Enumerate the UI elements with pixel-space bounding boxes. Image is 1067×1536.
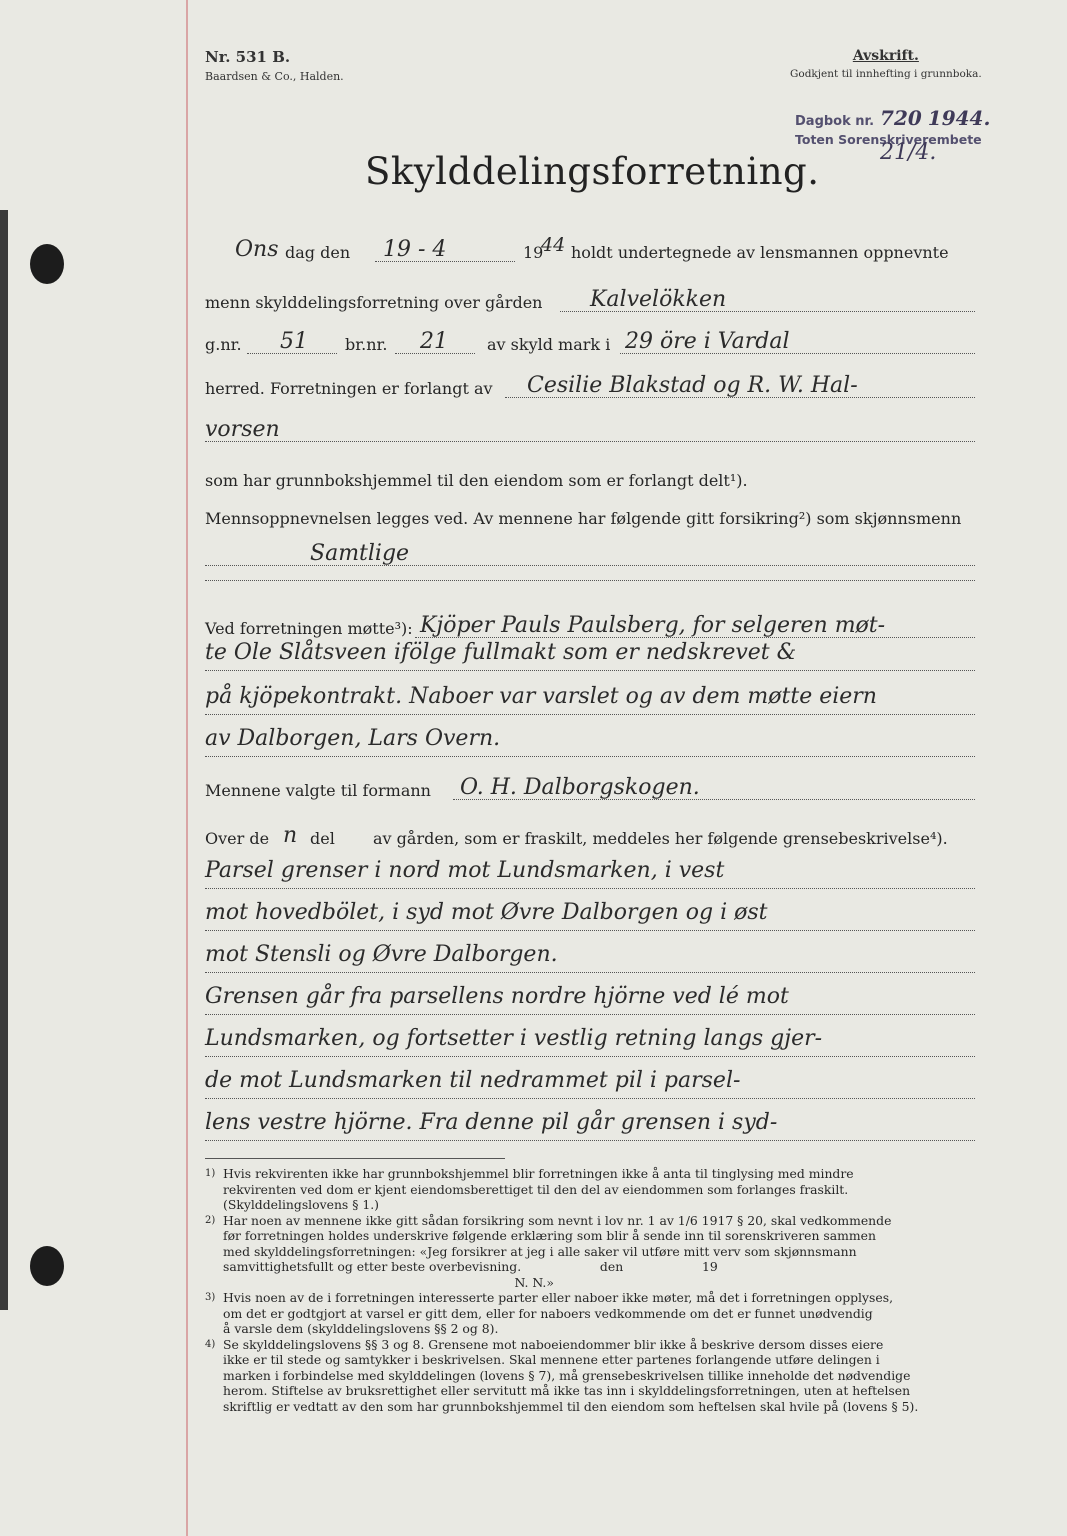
footnote-number: 3) (205, 1292, 216, 1303)
footnote-2 (205, 1213, 977, 1291)
attendance-value: Kjöper Pauls Paulsberg, for selgeren møt- (420, 613, 886, 638)
footnote-line: Hvis noen av de i forretningen interesserte parter eller naboer ikke møter, må det i forretningen opplyses, (223, 1290, 894, 1305)
footnote-line: (Skylddelingslovens § 1.) (223, 1197, 380, 1212)
footnote-line: ikke er til stede og samtykker i beskrivelsen. Skal mennene etter partenes forlangende utføre delingen i (223, 1352, 880, 1367)
description-line-5: Lundsmarken, og fortsetter i vestlig retning langs gjer- (205, 1026, 823, 1051)
description-line-1: Parsel grenser i nord mot Lundsmarken, i vest (205, 858, 725, 883)
rule (205, 756, 975, 757)
line2-text: menn skylddelingsforretning over gården (205, 293, 543, 312)
requesters-continuation: vorsen (205, 417, 280, 442)
scan-edge (0, 210, 8, 1310)
footnote-line: rekvirenten ved dom er kjent eiendomsberettiget til den del av eiendommen som forlanges fraskilt. (223, 1181, 849, 1197)
line10-text: Mennene valgte til formann (205, 781, 431, 800)
dag-den-label: dag den (285, 243, 351, 262)
brnr-value: 21 (420, 329, 448, 354)
footnote-line: med skylddelingsforretningen: «Jeg forsikrer at jeg i alle saker vil utføre mitt verv som skjønnsmann (223, 1243, 857, 1259)
form-line-assessors (205, 532, 975, 572)
rule (205, 888, 975, 889)
rule (205, 1140, 975, 1141)
form-line-requesters-cont (205, 408, 975, 448)
line6-text: som har grunnbokshjemmel til den eiendom som er forlangt delt¹). (205, 471, 748, 490)
form-line-deed (205, 456, 975, 496)
footnote-3 (205, 1290, 977, 1337)
document-title: Skylddelingsforretning. (365, 150, 820, 193)
form-line-attendance (205, 604, 975, 644)
dagbok-number: 720 (880, 106, 922, 130)
office-name: Toten Sorenskriverembete (795, 132, 982, 147)
assessors-value: Samtlige (310, 541, 410, 566)
form-line-numbers (205, 320, 975, 360)
punch-hole-bottom (30, 1246, 64, 1286)
rule (205, 972, 975, 973)
line11-text-c: av gården, som er fraskilt, meddeles her følgende grensebeskrivelse⁴). (373, 829, 948, 848)
year-value: 44 (541, 234, 566, 256)
rule (205, 1014, 975, 1015)
description-line-7: lens vestre hjörne. Fra denne pil går grensen i syd- (205, 1110, 778, 1135)
footnote-line: skriftlig er vedtatt av den som har grunnbokshjemmel til den eiendom som heftelsen skal hvile på (lovens § 5). (223, 1398, 919, 1414)
description-line-3: mot Stensli og Øvre Dalborgen. (205, 942, 558, 967)
punch-hole-top (30, 244, 64, 284)
footnote-line: N. N.» (223, 1274, 554, 1290)
rule (205, 930, 975, 931)
requesters-value: Cesilie Blakstad og R. W. Hal- (527, 373, 858, 398)
form-line-date (205, 228, 975, 268)
rule (205, 1098, 975, 1099)
gnr-label: g.nr. (205, 335, 242, 354)
publisher: Baardsen & Co., Halden. (205, 70, 344, 83)
stamp-date: 21/4. (880, 140, 937, 165)
form-number: Nr. 531 B. (205, 48, 291, 66)
line7-text: Mennsoppnevnelsen legges ved. Av mennene har følgende gitt forsikring²) som skjønnsmenn (205, 509, 962, 528)
footnote-number: 4) (205, 1338, 216, 1350)
form-line-farm (205, 278, 975, 318)
footnote-line: Hvis rekvirenten ikke har grunnbokshjemmel blir forretningen ikke å anta til tinglysing med mindre (223, 1166, 854, 1181)
footnote-line: marken i forbindelse med skylddelingen (lovens § 7), må grensebeskrivelsen tillike inneholde det nødvendige (223, 1367, 911, 1383)
footnote-line: å varsle dem (skylddelingslovens §§ 2 og 8). (223, 1321, 499, 1336)
rule (205, 670, 975, 671)
margin-rule (186, 0, 188, 1536)
rule (205, 714, 975, 715)
line1-text: holdt undertegnede av lensmannen oppnevnte (571, 243, 949, 262)
form-line-parcel (205, 814, 975, 854)
gnr-value: 51 (280, 329, 308, 354)
brnr-label: br.nr. (345, 335, 388, 354)
farm-name: Kalvelökken (590, 287, 727, 312)
form-header-right (790, 48, 982, 80)
form-header-left (205, 48, 344, 83)
dagbok-year: 1944. (927, 106, 991, 130)
attendance-line-3: av Dalborgen, Lars Overn. (205, 726, 501, 751)
skyld-value: 29 öre i Vardal (625, 329, 790, 354)
form-line-appointment (205, 494, 975, 534)
form-line-requesters (205, 364, 975, 404)
attendance-line-2: på kjöpekontrakt. Naboer var varslet og av dem møtte eiern (205, 684, 877, 709)
description-line-4: Grensen går fra parsellens nordre hjörne ved lé mot (205, 984, 789, 1009)
footnote-separator (205, 1158, 505, 1159)
rule (205, 1056, 975, 1057)
dagbok-label: Dagbok nr. (795, 114, 875, 129)
footnote-line: før forretningen holdes underskrive følgende erklæring som blir å sende inn til sorenskriveren sammen (223, 1228, 876, 1243)
footnote-number: 2) (205, 1214, 216, 1226)
date-value: 19 - 4 (383, 237, 447, 262)
footnote-number: 1) (205, 1168, 216, 1179)
parcel-fraction: n (283, 823, 298, 848)
footnote-1 (205, 1166, 977, 1213)
line9-text: Ved forretningen møtte³): (205, 619, 413, 638)
line11-text-a: Over de (205, 829, 270, 848)
footnote-line: Har noen av mennene ikke gitt sådan forsikring som nevnt i lov nr. 1 av 1/6 1917 § 20, skal vedkommende (223, 1212, 892, 1228)
chairman-value: O. H. Dalborgskogen. (460, 775, 700, 800)
blank-rule (205, 580, 975, 581)
line4-text: herred. Forretningen er forlangt av (205, 379, 493, 398)
year-prefix: 19 (523, 243, 544, 262)
form-line-chairman (205, 766, 975, 806)
attendance-line-1: te Ole Slåtsveen ifölge fullmakt som er nedskrevet & (205, 640, 797, 665)
description-line-2: mot hovedbölet, i syd mot Øvre Dalborgen og i øst (205, 900, 768, 925)
footnotes (205, 1166, 977, 1414)
weekday: Ons (235, 237, 279, 262)
line11-text-b: del (310, 829, 335, 848)
description-line-6: de mot Lundsmarken til nedrammet pil i parsel- (205, 1068, 741, 1093)
copy-label: Avskrift. (852, 48, 919, 64)
footnote-line: Se skylddelingslovens §§ 3 og 8. Grensene mot naboeiendommer blir ikke å beskrive dersom disses eiere (223, 1336, 884, 1352)
footnote-line: samvittighetsfullt og etter beste overbevisning. den 19 (223, 1259, 718, 1274)
footnote-line: herom. Stiftelse av bruksrettighet eller servitutt må ikke tas inn i skylddelingsforretningen, uten at heftelsen (223, 1383, 911, 1398)
approval-note: Godkjent til innhefting i grunnboka. (790, 68, 982, 80)
footnote-line: om det er godtgjort at varsel er gitt dem, eller for naboers vedkommende om det er funnet unødvendig (223, 1305, 873, 1321)
footnote-4 (205, 1337, 977, 1415)
skyld-label: av skyld mark i (487, 335, 611, 354)
continuation-underline (205, 440, 975, 442)
